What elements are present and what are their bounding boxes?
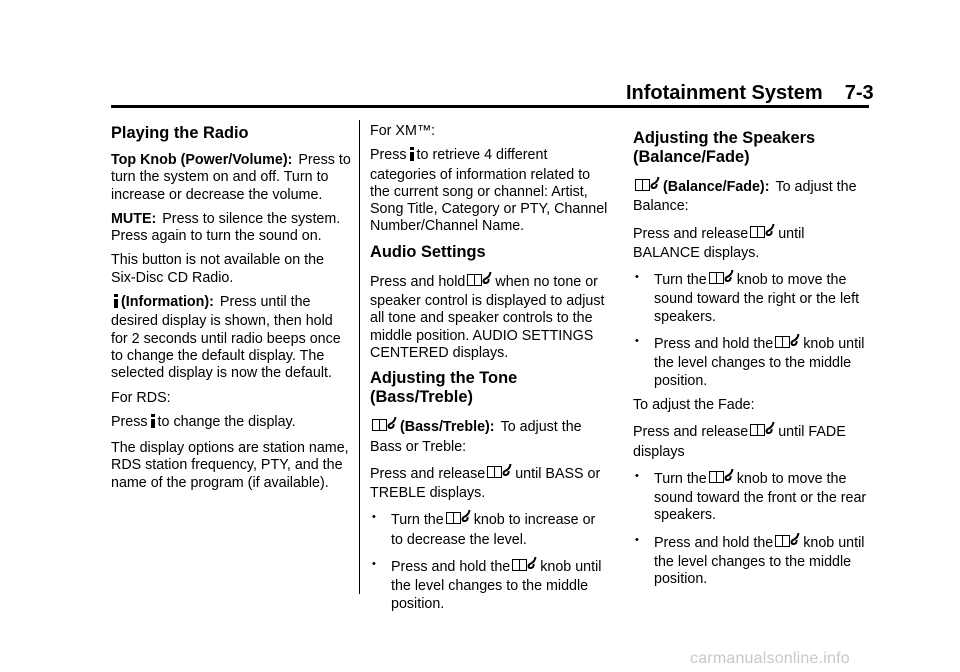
para-display-options: The display options are station name, RDS station frequency, PTY, and the name of the program (if available). [111, 440, 349, 491]
para-xm-press: Press to retrieve 4 different categories of information related to the current song or channel: Artist, Song Title, Category or PTY, Channel Number/Channel Name. [370, 147, 608, 235]
info-icon [150, 414, 156, 433]
heading-adjusting-speakers: Adjusting the Speakers (Balance/Fade) [633, 129, 816, 166]
bullet-icon: • [635, 271, 639, 284]
info-icon [409, 147, 415, 166]
para-six-disc: This button is not available on the Six-Disc CD Radio. [111, 252, 325, 286]
section-title: Infotainment System [626, 82, 823, 104]
column-divider [359, 120, 360, 594]
watermark: carmanualsonline.info [690, 650, 850, 667]
para-mute: MUTE: Press to silence the system. Press again to turn the sound on. [111, 210, 341, 245]
tune-knob-icon [467, 271, 493, 293]
para-for-rds: For RDS: [111, 389, 171, 406]
heading-adjusting-tone: Adjusting the Tone (Bass/Treble) [370, 369, 518, 407]
column-2 [370, 123, 610, 620]
para-audio-hold: Press and hold when no tone or speaker control is displayed to adjust all tone and speaker controls to the middle position. AUDIO SETTINGS CENTERED displays. [370, 271, 610, 362]
tune-knob-icon [750, 421, 776, 443]
para-press-info: Press to change the display. [111, 414, 351, 433]
bullet-fade-turn: • Turn the knob to move the sound toward the front or the rear speakers. [635, 469, 867, 524]
tune-knob-icon [446, 509, 472, 531]
tune-knob-icon [512, 556, 538, 578]
bullet-icon: • [635, 533, 639, 546]
header-rule [111, 105, 869, 108]
para-information: (Information): Press until the desired display is shown, then hold for 2 seconds until radio beeps once to change the default display. The selected display is now the default. [111, 294, 341, 382]
bullet-balance-turn: • Turn the knob to move the sound toward the right or the left speakers. [635, 271, 860, 325]
tune-knob-icon [372, 416, 398, 438]
para-bass-treble: (Bass/Treble): To adjust the Bass or Treble: [370, 416, 610, 456]
para-adjust-fade: To adjust the Fade: [633, 396, 755, 413]
bullet-icon: • [635, 335, 639, 348]
bullet-fade-hold: • Press and hold the knob until the level changes to the middle position. [635, 533, 865, 588]
bullet-tone-hold: • Press and hold the knob until the level changes to the middle position. [372, 558, 602, 612]
info-icon [113, 294, 119, 313]
heading-audio-settings: Audio Settings [370, 242, 486, 261]
bullet-icon: • [635, 469, 639, 482]
bullet-balance-hold: • Press and hold the knob until the level changes to the middle position. [635, 335, 865, 389]
para-balance-release: Press and release until BALANCE displays. [633, 223, 873, 263]
para-top-knob: Top Knob (Power/Volume): Press to turn the system on and off. Turn to increase or decrease the volume. [111, 152, 351, 203]
tune-knob-icon [709, 269, 735, 291]
bullet-icon: • [372, 558, 376, 571]
page-header [626, 82, 874, 105]
tune-knob-icon [709, 468, 735, 490]
para-for-xm: For XM™: [370, 123, 436, 139]
bullet-tone-turn: • Turn the knob to increase or to decrease the level. [372, 511, 596, 548]
tune-knob-icon [635, 176, 661, 198]
tune-knob-icon [775, 532, 801, 554]
tune-knob-icon [487, 463, 513, 485]
para-bass-release: Press and release until BASS or TREBLE displays. [370, 463, 610, 503]
para-fade-release: Press and release until FADE displays [633, 421, 873, 461]
tune-knob-icon [750, 223, 776, 245]
page-number: 7-3 [844, 82, 874, 104]
tune-knob-icon [775, 333, 801, 355]
para-balance-fade: (Balance/Fade): To adjust the Balance: [633, 176, 873, 216]
column-1 [111, 124, 351, 499]
heading-playing-radio: Playing the Radio [111, 124, 249, 142]
column-3 [633, 129, 873, 596]
bullet-icon: • [372, 511, 376, 524]
